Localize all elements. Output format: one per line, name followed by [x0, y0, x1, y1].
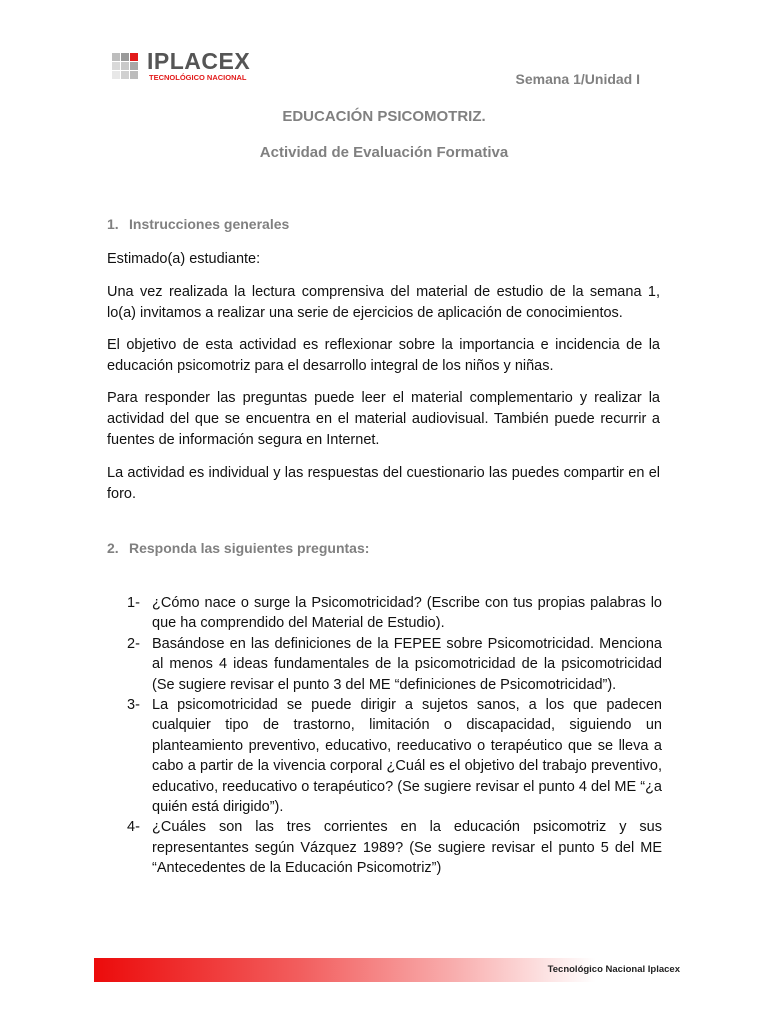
paragraph-4: La actividad es individual y las respuestas del cuestionario las puedes compartir en el foro. [107, 465, 660, 502]
question-text: ¿Cómo nace o surge la Psicomotricidad? (Escribe con tus propias palabras lo que ha comprendido del Material de Estudio). [152, 595, 662, 632]
question-number: 4- [127, 819, 140, 836]
document-title: EDUCACIÓN PSICOMOTRIZ. [282, 108, 486, 125]
document-subtitle: Actividad de Evaluación Formativa [259, 144, 509, 161]
question-item [127, 695, 662, 817]
greeting: Estimado(a) estudiante: [107, 251, 261, 267]
question-number: 1- [127, 595, 140, 611]
question-list [127, 593, 662, 879]
question-number: 2- [127, 635, 140, 652]
question-item [127, 634, 662, 695]
logo-mosaic-icon [112, 50, 148, 83]
question-text: La psicomotricidad se puede dirigir a sujetos sanos, a los que padecen cualquier tipo de trastorno, limitación o discapacidad, siguiendo un planteamiento preventivo, educativo, reeducativo o terapéutico que se lleva a cabo a partir de la vivencia corporal ¿Cuál es el objetivo del trabajo preventivo, educativo, reeducativo o terapéutico? (Se sugiere revisar el punto 4 del ME “¿a quién está dirigido”). [152, 697, 662, 816]
section-2-number: 2. [107, 540, 119, 556]
question-number: 3- [127, 697, 140, 714]
section-2-heading [107, 540, 369, 556]
paragraph-2: El objetivo de esta actividad es reflexionar sobre la importancia e incidencia de la educación psicomotriz para el desarrollo integral de los niños y niñas. [107, 337, 660, 374]
iplacex-logo [112, 50, 262, 86]
question-text: Basándose en las definiciones de la FEPEE sobre Psicomotricidad. Menciona al menos 4 ideas fundamentales de la psicomotricidad de la psicomotricidad (Se sugiere revisar el punto 3 del ME “definiciones de Psicomotricidad”). [152, 635, 662, 693]
section-2-title: Responda las siguientes preguntas: [129, 540, 370, 556]
logo-name: IPLACEX [147, 48, 251, 74]
footer-label: Tecnológico Nacional Iplacex [547, 964, 680, 975]
section-1-number: 1. [107, 216, 119, 232]
section-1-title: Instrucciones generales [129, 216, 290, 232]
week-unit-label: Semana 1/Unidad I [515, 71, 640, 87]
question-item [127, 817, 662, 878]
paragraph-3: Para responder las preguntas puede leer el material complementario y realizar la actividad del que se encuentra en el material audiovisual. También puede recurrir a fuentes de información segura en Internet. [107, 390, 660, 448]
question-text: ¿Cuáles son las tres corrientes en la educación psicomotriz y sus representantes según Vázquez 1989? (Se sugiere revisar el punto 5 del ME “Antecedentes de la Educación Psicomotriz”) [152, 819, 662, 877]
logo-tagline: TECNOLÓGICO NACIONAL [149, 73, 247, 82]
question-item [127, 593, 662, 634]
section-1-heading [107, 216, 289, 232]
paragraph-1: Una vez realizada la lectura comprensiva del material de estudio de la semana 1, lo(a) invitamos a realizar una serie de ejercicios de aplicación de conocimientos. [107, 284, 660, 321]
